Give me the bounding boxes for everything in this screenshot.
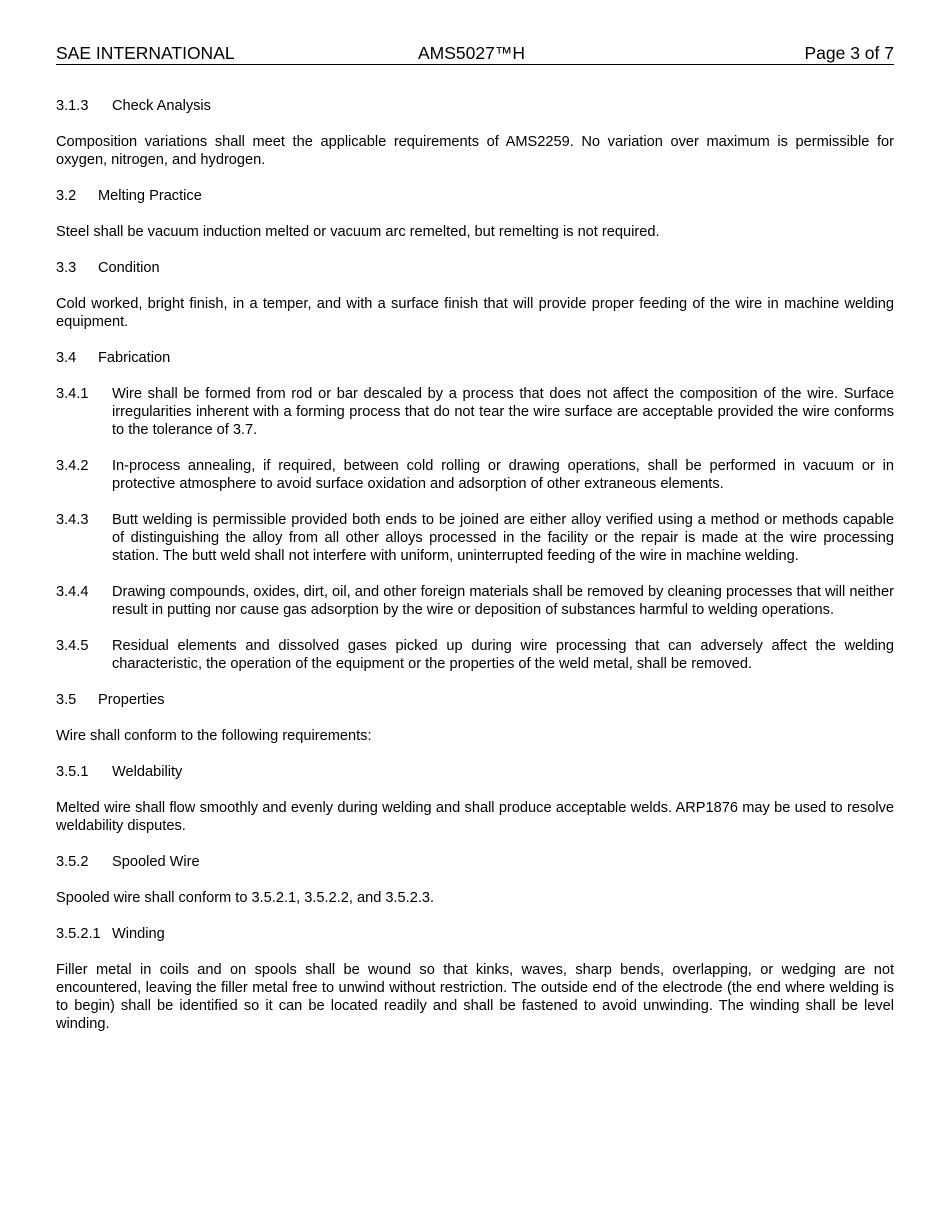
paragraph: Composition variations shall meet the applicable requirements of AMS2259. No variation over maximum is permissible for oxygen, nitrogen, and hydrogen.: [56, 134, 894, 168]
section-heading-3-2: [56, 187, 894, 205]
paragraph: Wire shall conform to the following requirements:: [56, 728, 372, 744]
document-body: [56, 97, 894, 1051]
section-number: 3.5: [56, 692, 77, 708]
item-text: Drawing compounds, oxides, dirt, oil, and other foreign materials shall be removed by cleaning processes that will neither result in putting nor cause gas adsorption by the wire or deposition of substances harmful to welding operations.: [112, 584, 894, 618]
section-heading-3-5-2-1: [56, 925, 894, 943]
item-number: 3.4.4: [56, 584, 89, 600]
paragraph: Spooled wire shall conform to 3.5.2.1, 3.5.2.2, and 3.5.2.3.: [56, 890, 435, 906]
section-title: Check Analysis: [112, 98, 211, 114]
list-item: [56, 457, 894, 493]
section-title: Melting Practice: [98, 188, 202, 204]
item-text: Butt welding is permissible provided both ends to be joined are either alloy verified using a method or methods capable of distinguishing the alloy from all other alloys processed in the facility or the repair is made at the wire processing station. The butt weld shall not interfere with uniform, uninterrupted feeding of the wire in machine welding.: [112, 512, 894, 564]
paragraph: Filler metal in coils and on spools shall be wound so that kinks, waves, sharp bends, overlapping, or wedging are not encountered, leaving the filler metal free to unwind without restriction. The outside end of the electrode (the end where welding is to begin) shall be identified so it can be located readily and shall be fastened to avoid unwinding. The winding shall be level winding.: [56, 962, 894, 1032]
list-item: [56, 637, 894, 673]
section-title: Winding: [112, 926, 165, 942]
item-number: 3.4.5: [56, 638, 89, 654]
section-number: 3.4: [56, 350, 77, 366]
section-number: 3.5.2.1: [56, 926, 101, 942]
item-text: Residual elements and dissolved gases picked up during wire processing that can adversely affect the welding characteristic, the operation of the equipment or the properties of the weld metal, shall be removed.: [112, 638, 894, 672]
section-title: Fabrication: [98, 350, 171, 366]
section-title: Spooled Wire: [112, 854, 200, 870]
section-heading-3-5-2: [56, 853, 894, 871]
section-title: Condition: [98, 260, 160, 276]
section-heading-3-1-3: [56, 97, 894, 115]
section-heading-3-5-1: [56, 763, 894, 781]
section-number: 3.2: [56, 188, 77, 204]
list-item: [56, 511, 894, 565]
section-heading-3-3: [56, 259, 894, 277]
section-heading-3-4: [56, 349, 894, 367]
header-org: SAE INTERNATIONAL: [56, 43, 235, 63]
section-number: 3.3: [56, 260, 77, 276]
header-doc-number: AMS5027™H: [418, 43, 525, 63]
paragraph: Steel shall be vacuum induction melted or vacuum arc remelted, but remelting is not required.: [56, 224, 660, 240]
item-number: 3.4.3: [56, 512, 89, 528]
item-text: In-process annealing, if required, between cold rolling or drawing operations, shall be performed in vacuum or in protective atmosphere to avoid surface oxidation and adsorption of other extraneous elements.: [112, 458, 894, 492]
paragraph: Cold worked, bright finish, in a temper, and with a surface finish that will provide proper feeding of the wire in machine welding equipment.: [56, 296, 894, 330]
list-item: [56, 583, 894, 619]
section-title: Weldability: [112, 764, 183, 780]
header-page-number: Page 3 of 7: [804, 43, 894, 63]
section-number: 3.5.2: [56, 854, 89, 870]
item-number: 3.4.2: [56, 458, 89, 474]
item-number: 3.4.1: [56, 386, 89, 402]
section-number: 3.1.3: [56, 98, 89, 114]
paragraph: Melted wire shall flow smoothly and evenly during welding and shall produce acceptable welds. ARP1876 may be used to resolve weldability disputes.: [56, 800, 894, 834]
section-number: 3.5.1: [56, 764, 89, 780]
list-item: [56, 385, 894, 439]
page-header: [56, 43, 894, 65]
section-heading-3-5: [56, 691, 894, 709]
section-title: Properties: [98, 692, 165, 708]
item-text: Wire shall be formed from rod or bar descaled by a process that does not affect the composition of the wire. Surface irregularities inherent with a forming process that do not tear the wire surface are acceptable provided the wire conforms to the tolerance of 3.7.: [112, 386, 894, 438]
